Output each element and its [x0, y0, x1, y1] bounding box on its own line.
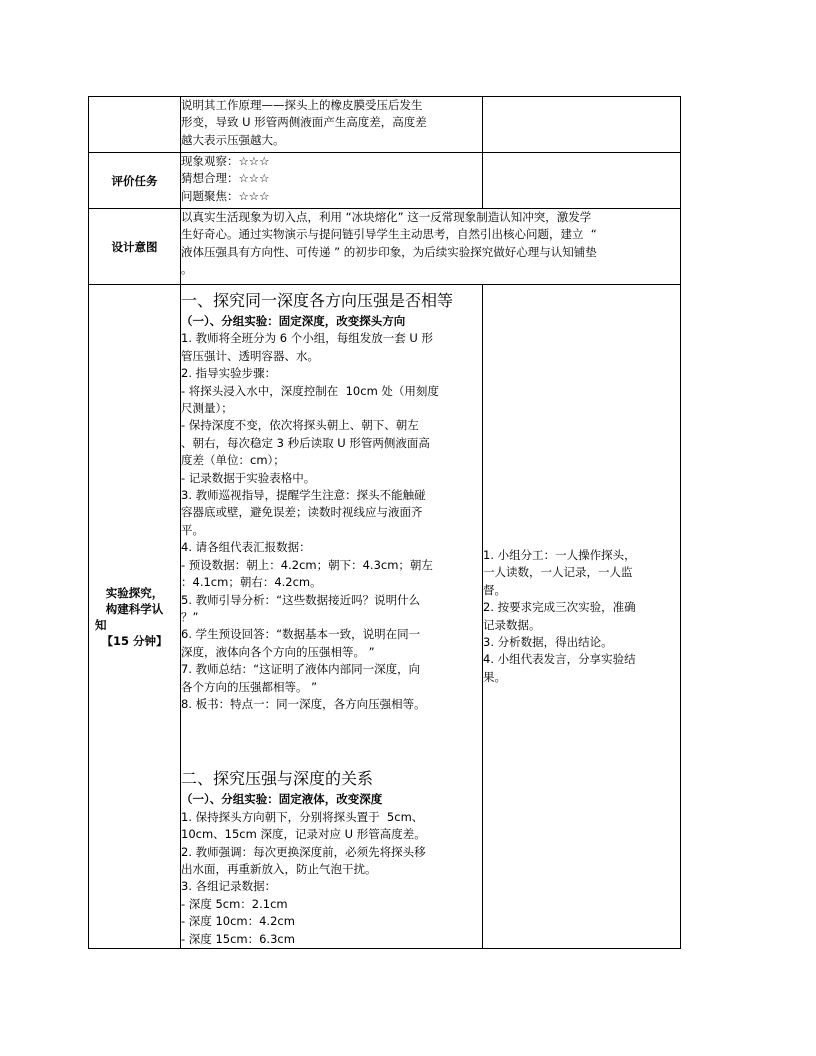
label-line: 知: [95, 617, 107, 632]
text-line: 10cm、15cm 深度，记录对应 U 形管高度差。: [181, 827, 426, 842]
spacer: [181, 713, 482, 763]
text-line: 形变，导致 U 形管两侧液面产生高度差，高度差: [181, 115, 427, 130]
row-label-cell: [89, 97, 181, 153]
teacher-activity-cell: [181, 285, 483, 949]
text-line: 4. 请各组代表汇报数据：: [181, 540, 311, 555]
text-line: 1. 教师将全班分为 6 个小组，每组发放一套 U 形: [181, 331, 433, 346]
table-row: [89, 285, 681, 949]
text-line: 度差（单位：cm）；: [181, 453, 285, 468]
text-line: 2. 教师强调：每次更换深度前，必须先将探头移: [181, 844, 426, 859]
label-line: 【15 分钟】: [101, 633, 168, 648]
text-line: 生好奇心。通过实物演示与提问链引导学生主动思考，自然引出核心问题，建立 “: [181, 227, 597, 242]
label-line: 构建科学认: [105, 601, 164, 616]
text-line: - 预设数据：朝上：4.2cm；朝下：4.3cm；朝左: [181, 557, 433, 572]
text-line: - 深度 15cm：6.3cm: [181, 931, 295, 946]
content-cell: [181, 97, 483, 153]
text-line: 一人读数，一人记录，一人监: [483, 565, 633, 580]
table-row: [89, 97, 681, 153]
text-line: 越大表示压强越大。: [181, 132, 285, 147]
section-heading-2: 二、探究压强与深度的关系: [181, 769, 374, 789]
design-intent-cell: [181, 209, 681, 285]
text-line: 容器底或壁，避免误差；读数时视线应与液面齐: [181, 505, 423, 520]
text-line: 3. 教师巡视指导，提醒学生注意：探头不能触碰: [181, 488, 426, 503]
student-activity-cell: [483, 285, 681, 949]
text-line: 平。: [181, 522, 204, 537]
text-line: 4. 小组代表发言，分享实验结: [483, 652, 636, 667]
text-line: 、朝右，每次稳定 3 秒后读取 U 形管两侧液面高: [181, 435, 430, 450]
row-label-design-intent: 设计意图: [89, 209, 181, 285]
content-cell: [181, 153, 483, 209]
text-line: - 记录数据于实验表格中。: [181, 470, 316, 485]
section-heading-1: 一、探究同一深度各方向压强是否相等: [181, 291, 454, 310]
text-line: 7. 教师总结：“这证明了液体内部同一深度，向: [181, 662, 421, 677]
text-line: 出水面，再重新放入，防止气泡干扰。: [181, 861, 377, 876]
text-line: 2. 按要求完成三次实验，准确: [483, 600, 636, 615]
text-line: 8. 板书：特点一：同一深度，各方向压强相等。: [181, 696, 426, 711]
text-line: 以真实生活现象为切入点，利用 “冰块熔化” 这一反常现象制造认知冲突，激发学: [181, 210, 592, 224]
rating-line: 猜想合理：☆☆☆: [181, 171, 270, 186]
rating-line: 问题聚焦：☆☆☆: [181, 188, 270, 203]
table-row: [89, 153, 681, 209]
label-line: 实验探究，: [105, 585, 164, 600]
text-line: 1. 保持探头方向朝下，分别将探头置于 5cm、: [181, 809, 424, 824]
text-line: - 深度 5cm：2.1cm: [181, 896, 288, 911]
text-line: 果。: [483, 669, 506, 684]
text-line: 说明其工作原理——探头上的橡皮膜受压后发生: [181, 98, 423, 112]
text-line: 。: [181, 262, 193, 277]
text-line: 各个方向的压强都相等。 ”: [181, 679, 318, 694]
subsection-heading-2: （一）、分组实验：固定液体，改变深度: [181, 792, 383, 807]
text-line: 6. 学生预设回答：“数据基本一致，说明在同一: [181, 627, 421, 642]
text-line: 5. 教师引导分析：“这些数据接近吗？说明什么: [181, 592, 421, 607]
text-line: 记录数据。: [483, 617, 541, 632]
row-label-experiment: [89, 285, 181, 949]
text-line: - 将探头浸入水中，深度控制在 10cm 处（用刻度: [181, 383, 439, 398]
text-line: 液体压强具有方向性、可传递 ” 的初步印象，为后续实验探究做好心理与认知铺垫: [181, 244, 597, 259]
rating-line: 现象观察：☆☆☆: [181, 154, 270, 168]
text-line: 深度，液体向各个方向的压强相等。 ”: [181, 644, 375, 659]
text-line: ？”: [181, 609, 199, 624]
text-line: 督。: [483, 582, 506, 597]
text-line: - 深度 10cm：4.2cm: [181, 914, 295, 929]
row-label-evaluation: 评价任务: [89, 153, 181, 209]
student-activity-cell: [483, 97, 681, 153]
table-row: [89, 209, 681, 285]
text-line: 3. 分析数据，得出结论。: [483, 634, 613, 649]
text-line: ：4.1cm；朝右：4.2cm。: [181, 575, 322, 590]
student-activity-cell: [483, 153, 681, 209]
lesson-plan-table: [88, 96, 681, 949]
text-line: 尺测量）；: [181, 401, 233, 416]
text-line: 2. 指导实验步骤：: [181, 366, 277, 381]
text-line: 管压强计、透明容器、水。: [181, 348, 319, 363]
subsection-heading-1: （一）、分组实验：固定深度，改变探头方向: [181, 314, 406, 328]
text-line: 3. 各组记录数据：: [181, 879, 277, 894]
text-line: 1. 小组分工：一人操作探头，: [483, 547, 636, 562]
text-line: - 保持深度不变，依次将探头朝上、朝下、朝左: [181, 418, 419, 433]
